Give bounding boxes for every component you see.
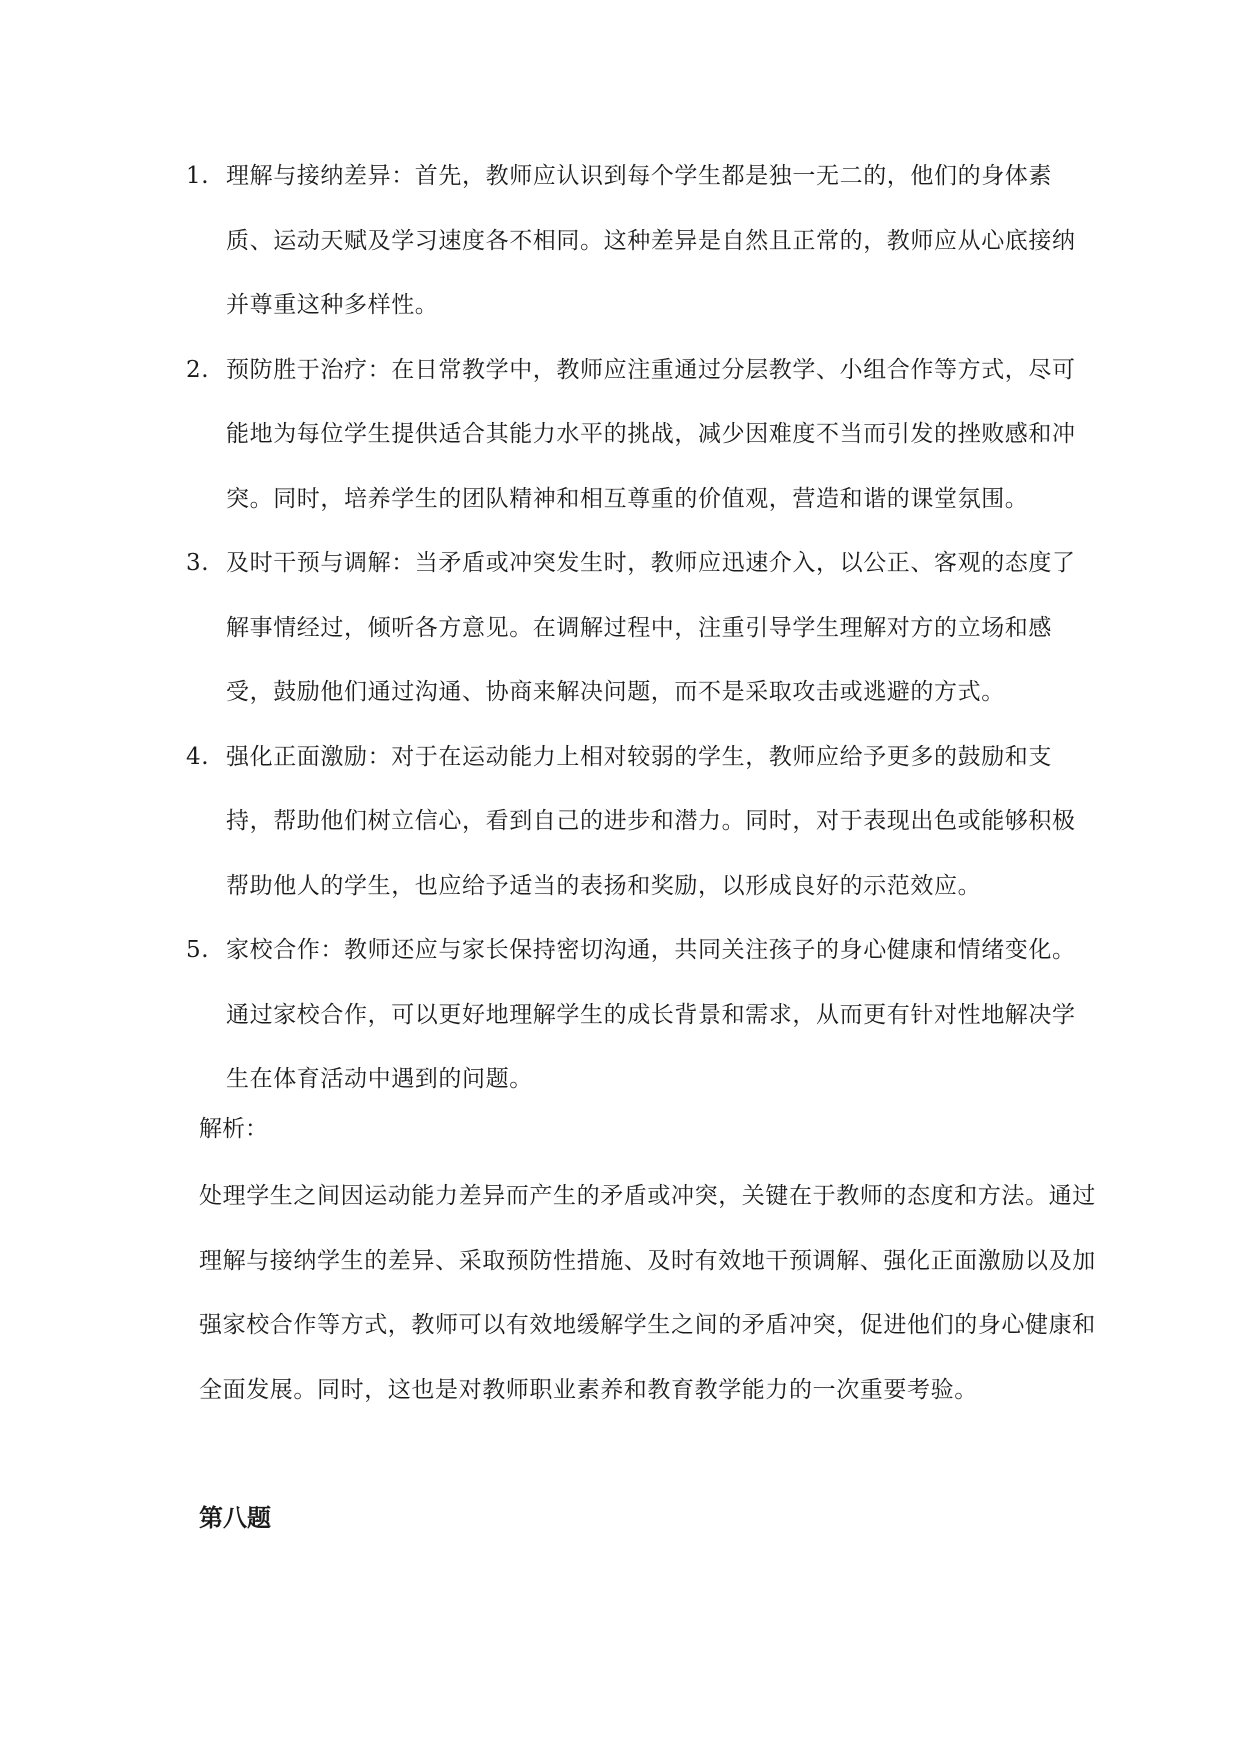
item-text: 家校合作：教师还应与家长保持密切沟通，共同关注孩子的身心健康和情绪变化。通过家校合作，可以更好地理解学生的成长背景和需求，从而更有针对性地解决学生在体育活动中遇到的问题。: [226, 937, 1076, 1092]
list-item: [186, 918, 1086, 1112]
item-number: 1.: [186, 163, 210, 189]
answer-list: [186, 144, 1086, 1112]
item-number: 5.: [186, 937, 210, 963]
list-item: [186, 725, 1086, 919]
list-item: [186, 338, 1086, 532]
analysis-label: 解析：: [199, 1116, 268, 1142]
analysis-paragraph: 处理学生之间因运动能力差异而产生的矛盾或冲突，关键在于教师的态度和方法。通过理解与接纳学生的差异、采取预防性措施、及时有效地干预调解、强化正面激励以及加强家校合作等方式，教师可以有效地缓解学生之间的矛盾冲突，促进他们的身心健康和全面发展。同时，这也是对教师职业素养和教育教学能力的一次重要考验。: [199, 1183, 1096, 1403]
item-text: 及时干预与调解：当矛盾或冲突发生时，教师应迅速介入，以公正、客观的态度了解事情经过，倾听各方意见。在调解过程中，注重引导学生理解对方的立场和感受，鼓励他们通过沟通、协商来解决问题，而不是采取攻击或逃避的方式。: [226, 550, 1076, 705]
item-text: 预防胜于治疗：在日常教学中，教师应注重通过分层教学、小组合作等方式，尽可能地为每位学生提供适合其能力水平的挑战，减少因难度不当而引发的挫败感和冲突。同时，培养学生的团队精神和相互尊重的价值观，营造和谐的课堂氛围。: [226, 356, 1076, 512]
item-number: 4.: [186, 743, 210, 770]
item-text: 强化正面激励：对于在运动能力上相对较弱的学生，教师应给予更多的鼓励和支持，帮助他们树立信心，看到自己的进步和潜力。同时，对于表现出色或能够积极帮助他人的学生，也应给予适当的表扬和奖励，以形成良好的示范效应。: [226, 743, 1076, 899]
item-number: 2.: [186, 356, 210, 383]
item-text: 理解与接纳差异：首先，教师应认识到每个学生都是独一无二的，他们的身体素质、运动天赋及学习速度各不相同。这种差异是自然且正常的，教师应从心底接纳并尊重这种多样性。: [226, 163, 1076, 318]
section-heading: 第八题: [199, 1503, 271, 1532]
item-number: 3.: [186, 550, 210, 576]
list-item: [186, 531, 1086, 725]
list-item: [186, 144, 1086, 338]
